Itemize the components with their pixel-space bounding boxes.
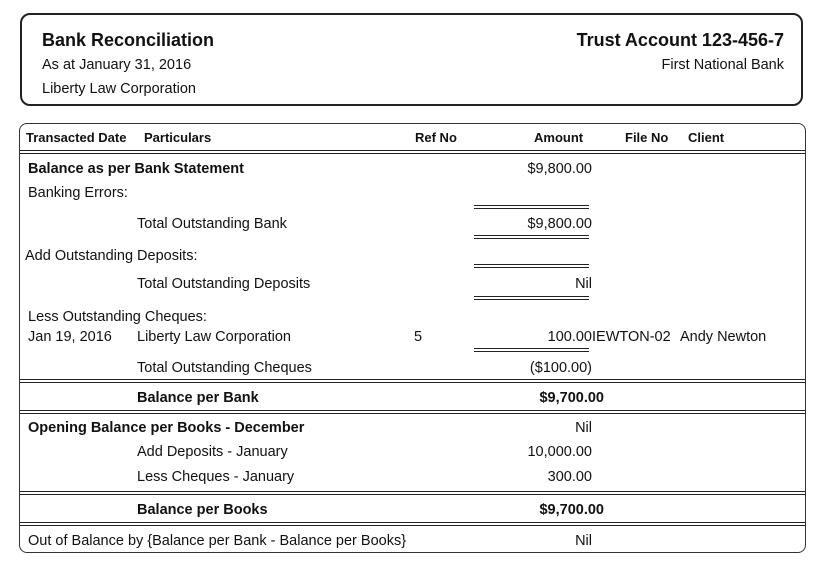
statement-amount: $9,800.00 [527,161,592,177]
section-divider [20,410,805,414]
cheque-date: Jan 19, 2016 [28,329,112,345]
out-of-balance-label: Out of Balance by {Balance per Bank - Balance per Books} [28,533,407,549]
balance-per-books-label: Balance per Books [137,502,268,518]
col-file-no: File No [625,130,669,145]
less-cheques-label: Less Cheques - January [137,469,295,485]
opening-balance-amount: Nil [575,420,592,436]
total-rule [474,296,589,300]
total-outstanding-deposits-amount: Nil [575,276,592,292]
subtotal-rule [474,348,589,352]
total-outstanding-cheques-amount: ($100.00) [529,360,592,376]
account-number: Trust Account 123-456-7 [576,30,784,50]
subtotal-rule [474,264,589,268]
less-cheques-amount: 300.00 [547,469,592,485]
section-divider [20,379,805,383]
statement-label: Balance as per Bank Statement [28,161,244,177]
balance-per-bank-label: Balance per Bank [137,390,259,406]
cheque-particulars: Liberty Law Corporation [137,329,291,345]
subtotal-rule [474,205,589,209]
cheque-amount: 100.00 [547,329,592,345]
total-outstanding-bank-amount: $9,800.00 [527,216,592,232]
banking-errors-label: Banking Errors: [28,185,128,201]
add-deposits-amount: 10,000.00 [527,444,592,460]
col-transacted-date: Transacted Date [26,130,127,145]
total-outstanding-cheques-label: Total Outstanding Cheques [137,360,312,376]
out-of-balance-amount: Nil [575,533,592,549]
col-particulars: Particulars [144,130,212,145]
company-name: Liberty Law Corporation [42,81,196,97]
header-divider [20,150,805,154]
opening-balance-label: Opening Balance per Books - December [28,420,305,436]
add-deposits-label: Add Deposits - January [137,444,288,460]
report-title: Bank Reconciliation [42,30,215,50]
bank-name: First National Bank [661,57,784,73]
section-divider [20,522,805,526]
section-divider [20,491,805,495]
cheque-ref: 5 [414,329,423,345]
total-rule [474,235,589,239]
report-date: As at January 31, 2016 [42,57,192,73]
col-amount: Amount [534,130,584,145]
balance-per-books-amount: $9,700.00 [539,502,604,518]
outstanding-deposits-label: Add Outstanding Deposits: [25,248,198,264]
cheque-client: Andy Newton [680,329,767,345]
total-outstanding-deposits-label: Total Outstanding Deposits [137,276,311,292]
balance-per-bank-amount: $9,700.00 [539,390,604,406]
col-client: Client [688,130,725,145]
col-ref-no: Ref No [415,130,457,145]
cheque-file-no: IEWTON-02 [592,329,671,345]
outstanding-cheques-label: Less Outstanding Cheques: [28,309,207,325]
total-outstanding-bank-label: Total Outstanding Bank [137,216,287,232]
